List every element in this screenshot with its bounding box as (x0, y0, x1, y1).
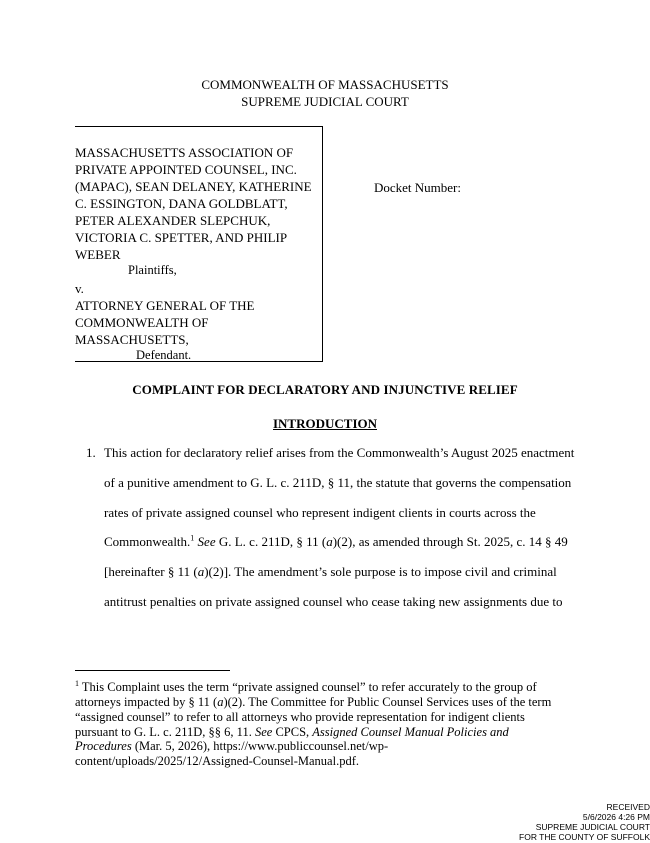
footnote-line (75, 725, 509, 740)
footnote-text: This Complaint uses the term “private assigned counsel” to refer accurately to the group of (79, 680, 537, 694)
paragraph-line: This action for declaratory relief arises from the Commonwealth’s August 2025 enactment (104, 445, 575, 460)
document-title: COMPLAINT FOR DECLARATORY AND INJUNCTIVE RELIEF (132, 382, 518, 397)
footnote-number: 1 (75, 678, 79, 688)
plaintiff-line: PRIVATE APPOINTED COUNSEL, INC. (75, 162, 297, 177)
plaintiffs-names (75, 144, 312, 263)
stamp-line: SUPREME JUDICIAL COURT (535, 822, 650, 832)
plaintiff-line: WEBER (75, 247, 121, 262)
paragraph-line (104, 564, 557, 580)
court-header-line-1: COMMONWEALTH OF MASSACHUSETTS (201, 77, 449, 92)
paragraph-number: 1. (86, 445, 96, 460)
docket-number-label: Docket Number: (374, 180, 462, 195)
paragraph-text: )(2), as amended through St. 2025, c. 14 § 49 (332, 534, 568, 549)
court-header (0, 76, 650, 110)
paragraph-line: of a punitive amendment to G. L. c. 211D, § 11, the statute that governs the compensation (104, 475, 572, 490)
paragraph-line: rates of private assigned counsel who represent indigent clients in courts across the (104, 505, 536, 520)
plaintiff-line: MASSACHUSETTS ASSOCIATION OF (75, 145, 294, 160)
footnote-line (75, 680, 537, 695)
versus-label: v. (75, 281, 84, 296)
footnote-text: (Mar. 5, 2026), https://www.publiccounsel.net/wp- (131, 739, 389, 753)
footnote-text: attorneys impacted by § 11 ( (75, 695, 218, 709)
paragraph-text: G. L. c. 211D, § 11 ( (215, 534, 327, 549)
footnote-line (75, 739, 388, 754)
stamp-line: RECEIVED (606, 802, 650, 812)
paragraph-text: [hereinafter § 11 ( (104, 564, 198, 579)
paragraph-text: Commonwealth. (104, 534, 191, 549)
footnote-italic: a (217, 695, 224, 709)
defendant-line: COMMONWEALTH OF (75, 315, 209, 330)
paragraph-text: )(2)]. The amendment’s sole purpose is to impose civil and criminal (204, 564, 557, 579)
section-heading-introduction: INTRODUCTION (272, 416, 377, 431)
stamp-line: FOR THE COUNTY OF SUFFOLK (519, 832, 650, 842)
signal-see: See (254, 725, 273, 739)
footnote-text: pursuant to G. L. c. 211D, §§ 6, 11. (75, 725, 255, 739)
paragraph-line: antitrust penalties on private assigned counsel who cease taking new assignments due to (104, 594, 563, 609)
defendant-line: MASSACHUSETTS, (75, 332, 189, 347)
paragraph-line (104, 534, 568, 550)
plaintiffs-role-label: Plaintiffs, (128, 263, 177, 277)
footnote-divider (75, 670, 230, 671)
footnote-line (75, 695, 551, 710)
footnote-reference: 1 (190, 533, 195, 543)
signal-see: See (197, 534, 216, 549)
court-header-line-2: SUPREME JUDICIAL COURT (241, 94, 409, 109)
paragraph-italic: a (197, 564, 205, 579)
footnote-line: “assigned counsel” to refer to all attorneys who provide representation for indigent clients (75, 710, 525, 724)
plaintiff-line: C. ESSINGTON, DANA GOLDBLATT, (75, 196, 288, 211)
footnote-text: )(2). The Committee for Public Counsel Services uses of the term (223, 695, 552, 709)
plaintiff-line: PETER ALEXANDER SLEPCHUK, (75, 213, 271, 228)
paragraph-italic: a (326, 534, 333, 549)
defendant-names (75, 297, 254, 348)
footnote-italic: Procedures (75, 739, 132, 753)
defendant-line: ATTORNEY GENERAL OF THE (75, 298, 255, 313)
stamp-line: 5/6/2026 4:26 PM (582, 812, 650, 822)
footnote-line: content/uploads/2025/12/Assigned-Counsel-Manual.pdf. (75, 754, 359, 768)
plaintiff-line: (MAPAC), SEAN DELANEY, KATHERINE (75, 179, 312, 194)
footnote-text: CPCS, (272, 725, 313, 739)
defendant-role-label: Defendant. (136, 348, 192, 362)
plaintiff-line: VICTORIA C. SPETTER, AND PHILIP (75, 230, 288, 245)
footnote-italic: Assigned Counsel Manual Policies and (312, 725, 509, 739)
received-stamp (519, 802, 650, 842)
